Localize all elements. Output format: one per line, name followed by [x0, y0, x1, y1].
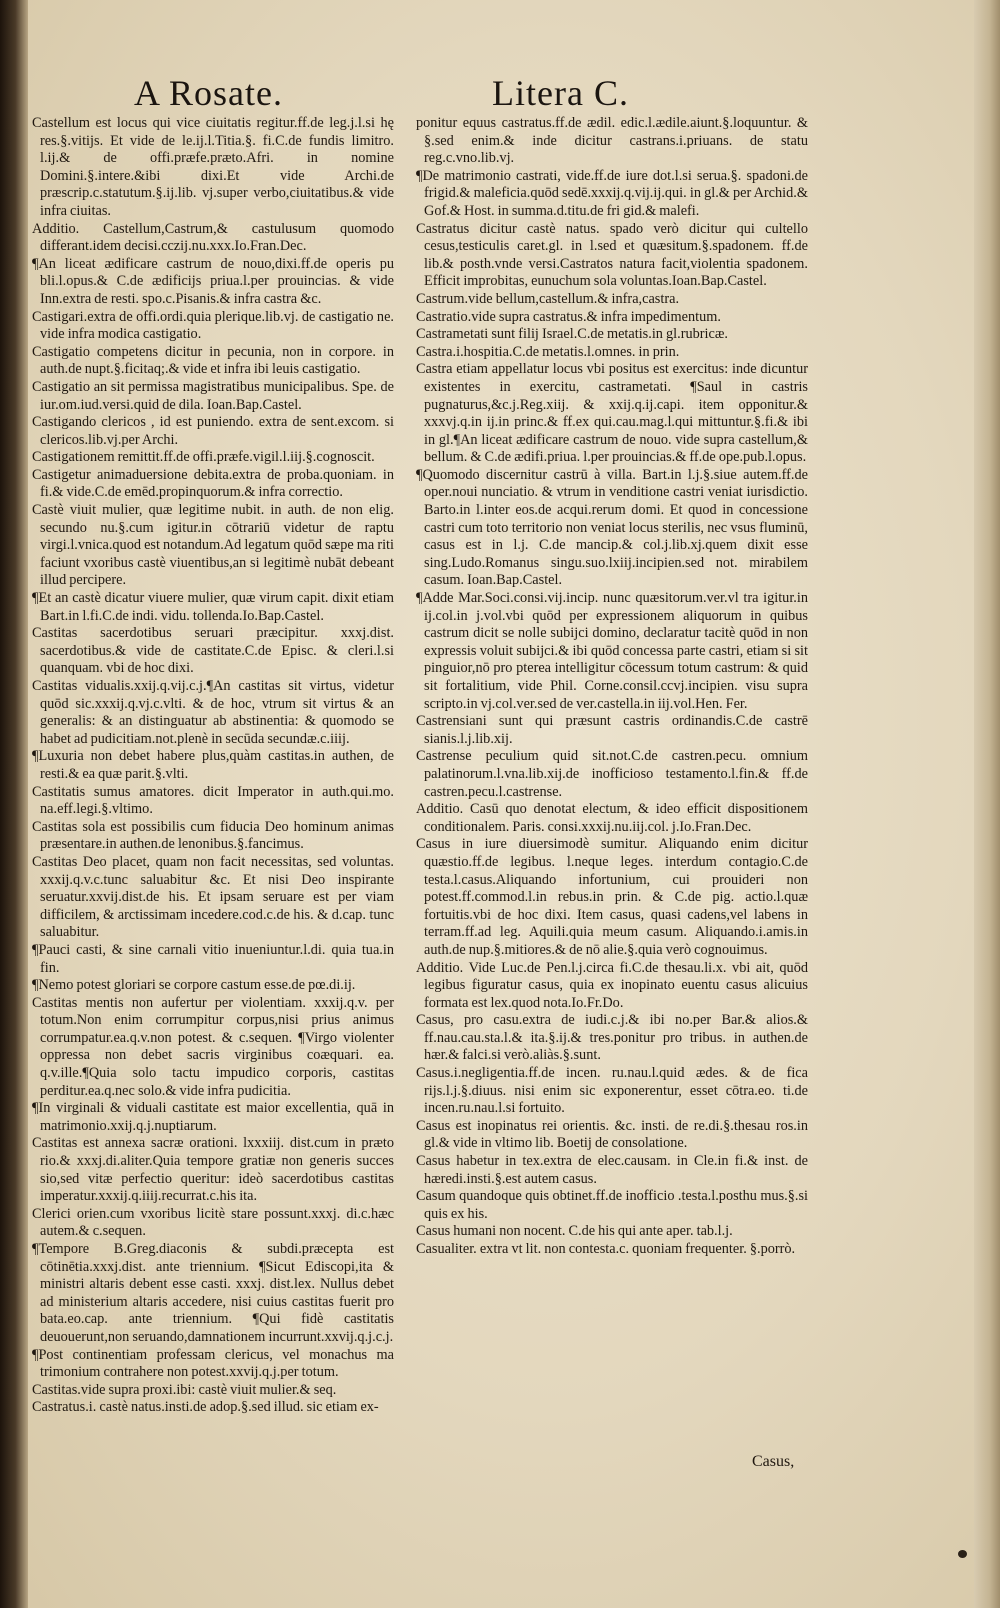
- index-entry: ¶Pauci casti, & sine carnali vitio inueniuntur.l.di. quia tua.in fin.: [32, 941, 394, 976]
- index-entry: Castitatis sumus amatores. dicit Imperator in auth.qui.mo. na.eff.legi.§.vltimo.: [32, 783, 394, 818]
- index-entry: Castratus.i. castè natus.insti.de adop.§.sed illud. sic etiam ex-: [32, 1399, 379, 1416]
- index-entry: Castigationem remittit.ff.de offi.præfe.vigil.l.iij.§.cognoscit.: [32, 449, 375, 466]
- index-entry: Casus humani non nocent. C.de his qui ante aper. tab.l.j.: [416, 1223, 733, 1240]
- catchword: Casus,: [752, 1453, 795, 1470]
- index-entry: ¶Tempore B.Greg.diaconis & subdi.præcepta est cōtinētia.xxxj.dist. ante triennium. ¶Sicut Ediscopi,ita & ministri altaris debent esse casti. xxxj. dist.lex. Nullus debet ad ministerium altaris accedere, nisi cuius castitas fuerit pro bata.eo.cap. ante triennium. ¶Qui fidè castitatis deuouerunt,non seruando,damnationem incurrunt.xxvij.q.j.c.j.: [32, 1241, 394, 1345]
- index-entry: Castigando clericos , id est puniendo. extra de sent.excom. si clericos.lib.vj.per Archi.: [32, 414, 394, 448]
- index-entry: ponitur equus castratus.ff.de ædil. edic.l.ædile.aiunt.§.loquuntur. & §.sed enim.& inde dicitur castrans.i.priuans. de statu reg.c.vno.lib.vj.: [416, 115, 808, 167]
- ink-dot: [958, 1550, 967, 1558]
- index-entry: ¶In virginali & viduali castitate est maior excellentia, quā in matrimonio.xxij.q.j.nuptiarum.: [32, 1100, 394, 1134]
- index-entry: Castrense peculium quid sit.not.C.de castren.pecu. omnium palatinorum.l.vna.lib.xij.de inofficioso testamento.l.fin.& ff.de castren.pecu.l.castrense.: [416, 748, 808, 800]
- index-entry: ¶Et an castè dicatur viuere mulier, quæ virum capit. dixit etiam Bart.in l.fi.C.de indi. vidu. tollenda.Io.Bap.Castel.: [32, 590, 394, 624]
- index-entry: Castra etiam appellatur locus vbi positus est exercitus: inde dicuntur existentes in exercitu, castrametati. ¶Saul in castris pugnaturus,&c.j.Reg.xiij. & xxij.q.ij.capi. item opponitur.& xxxvj.q.in ij.in princ.& ff.ex qui.cau.mag.l.qui mittuntur.§.fi.& ibi in gl.¶An liceat ædificare castrum de nouo. vide supra castellum,& bellum. & C.de ædifi.priua. l.per prouincias.& ff.de ope.pub.l.opus.: [416, 361, 808, 466]
- index-entry: Castitas.vide supra proxi.ibi: castè viuit mulier.& seq.: [32, 1381, 337, 1398]
- index-entry: ¶De matrimonio castrati, vide.ff.de iure dot.l.si serua.§. spadoni.de frigid.& maleficia.quōd sedē.xxxij.q.vij.ij.qui. in gl.& per Archid.& Gof.& Host. in summa.d.titu.de fri gid.& malefi.: [416, 167, 808, 219]
- index-entry: ¶An liceat ædificare castrum de nouo,dixi.ff.de operis pu bli.l.opus.& C.de ædificijs priua.l.per prouincias. & vide Inn.extra de resti. spo.c.Pisanis.& infra castra &c.: [32, 255, 394, 307]
- index-entry: Castrum.vide bellum,castellum.& infra,castra.: [416, 290, 680, 307]
- index-entry: ¶Luxuria non debet habere plus,quàm castitas.in authen, de resti.& ea quæ parit.§.vlti.: [32, 748, 394, 782]
- running-head-left: A Rosate.: [134, 73, 283, 113]
- index-entry: Casus, pro casu.extra de iudi.c.j.& ibi no.per Bar.& alios.& ff.nau.cau.sta.l.& ita.§.ij.& tres.ponitur pro tribus. in authen.de hær.& falci.si verò.aliàs.§.sunt.: [416, 1012, 808, 1064]
- index-entry: Castratus dicitur castè natus. spado verò dicitur qui cultello cesus,testiculis caret.gl. in l.sed et quæsitum.§.spadonem. ff.de lib.& posth.vnde versi.Castratos natura facit,violentia spadonem. Efficit improbitas, eunuchum sola voluntas.Ioan.Bap.Castel.: [416, 220, 808, 290]
- index-entry: ¶Quomodo discernitur castrū à villa. Bart.in l.j.§.siue autem.ff.de oper.noui nunciatio. & vtrum in venditione castri veniat iurisdictio. Barto.in l.inter eos.de acqui.rerum domi. Et quod in concessione castri cum toto territorio non veniat locus sterilis, nec vsus fluminū, casus est in l.j. C.de mancip.& col.j.lib.xj.quem dixit esse sing.Ludo.Romanus singu.suo.lxiij.incipien.sed not. mirabilem casum. Ioan.Bap.Castel.: [416, 466, 808, 589]
- index-entry: Castigatio an sit permissa magistratibus municipalibus. Spe. de iur.om.iud.versi.quid de dila. Ioan.Bap.Castel.: [32, 378, 394, 413]
- index-entry: Casum quandoque quis obtinet.ff.de inofficio .testa.l.posthu mus.§.si quis ex his.: [416, 1188, 808, 1222]
- index-entry: Castrametati sunt filij Israel.C.de metatis.in gl.rubricæ.: [416, 326, 728, 343]
- index-entry: Additio. Vide Luc.de Pen.l.j.circa fi.C.de thesau.li.x. vbi ait, quōd legibus figuratur casus, quia ex inopinato euentu casus alicuius formata est lex.quod nota.Io.Fr.Do.: [416, 959, 808, 1011]
- index-entry: Casus in iure diuersimodè sumitur. Aliquando enim dicitur quæstio.ff.de legibus. l.neque leges. interdum contagio.C.de testa.l.casus.Aliquando infortunium, cui prouideri non potest.ff.commod.l.in rebus.in prin. & C.de pig. actio.l.quæ fortuitis.vbi de hoc dixi. Item casus, quasi cadens,vel labens in terram.ff.ad leg. Aquili.quia meum casum. Aliquando.i.amis.in auth.de nup.§.mitiores.& de nō alie.§.quia verò cognouimus.: [416, 836, 808, 958]
- index-entry: Casus habetur in tex.extra de elec.causam. in Cle.in fi.& inst. de hæredi.insti.§.est autem casus.: [416, 1153, 808, 1187]
- index-entry: Additio. Casū quo denotat electum, & ideo efficit dispositionem conditionalem. Paris. consi.xxxij.nu.iij.col. j.Io.Fran.Dec.: [416, 801, 808, 835]
- index-entry: Castitas Deo placet, quam non facit necessitas, sed voluntas. xxxij.q.v.c.tunc saluabitur &c. Et nisi Deo inspirante seruatur.xxvij.dist.de his. Et ipsam seruare est per viam difficilem, & arctissimam incedere.cod.c.de his. & d.cap. tunc saluabitur.: [32, 853, 394, 941]
- index-entry: Castitas mentis non aufertur per violentiam. xxxij.q.v. per totum.Non enim corrumpitur corpus,nisi prius animus corrumpatur.ea.q.v.non potest. & c.sequen. ¶Virgo violenter oppressa non debet sacris virginibus coæquari. ea. q.v.ille.¶Quia solo tactu impudico corporis, castitas perditur.ea.q.nec solo.& vide infra pudicitia.: [32, 994, 394, 1099]
- index-entry: Clerici orien.cum vxoribus licitè stare possunt.xxxj. di.c.hæc autem.& c.sequen.: [32, 1205, 394, 1240]
- index-entry: Castrensiani sunt qui præsunt castris ordinandis.C.de castrē sianis.l.j.lib.xij.: [416, 713, 808, 747]
- right-column: [416, 115, 808, 1259]
- index-entry: Castitas est annexa sacræ orationi. lxxxiij. dist.cum in præto rio.& xxxj.di.aliter.Quia tempore gratiæ non generis succes sio,sed vitæ perfectio queritur: ideò sacerdotibus castitas imperatur.xxxij.q.iiij.recurrat.c.his ita.: [32, 1135, 394, 1205]
- index-entry: ¶Adde Mar.Soci.consi.vij.incip. nunc quæsitorum.ver.vl tra igitur.in ij.col.in j.vol.vbi quōd per expressionem aliquorum in quibus castrum dicit se nolle subijci domino, declaratur tacitè quōd in non expressis voluit subijci.& ibi quōd concessa parte castri, etiam si sit pinguior,nō pro pterea intelligitur cōcessum totum castrum: & quid sit fortalitium, vide Phil. Corne.consil.ccvj.incipien. visu supra scripto.in vj.col.ver.sed de ver.castella.in iij.vol.Hen. Fer.: [416, 590, 808, 712]
- index-entry: Casus est inopinatus rei orientis. &c. insti. de re.di.§.thesau ros.in gl.& vide in vltimo lib. Boetij de consolatione.: [416, 1117, 808, 1152]
- index-entry: Castigari.extra de offi.ordi.quia plerique.lib.vj. de castigatio ne. vide infra modica castigatio.: [32, 308, 394, 343]
- index-entry: Castratio.vide supra castratus.& infra impedimentum.: [416, 308, 721, 325]
- index-entry: Casualiter. extra vt lit. non contesta.c. quoniam frequenter. §.porrò.: [416, 1241, 796, 1257]
- index-entry: ¶Post continentiam professam clericus, vel monachus ma trimonium contrahere non potest.xxvij.q.j.per totum.: [32, 1346, 394, 1381]
- index-entry: ¶Nemo potest gloriari se corpore castum esse.de pœ.di.ij.: [32, 977, 356, 994]
- index-entry: Additio. Castellum,Castrum,& castulusum quomodo differant.idem decisi.cczij.nu.xxx.Io.Fran.Dec.: [32, 220, 394, 255]
- index-entry: Castitas vidualis.xxij.q.vij.c.j.¶An castitas sit virtus, videtur quōd sic.xxxij.q.vj.c.vlti. & de hoc, vtrum sit virtus & an generalis: & an distinguatur ab abstinentia: & quomodo se habet ad pudicitiam.not.plenè in secūda secundæ.c.iiij.: [32, 678, 394, 747]
- index-entry: Castigetur animaduersione debita.extra de proba.quoniam. in fi.& vide.C.de emēd.propinquorum.& infra correctio.: [32, 466, 394, 501]
- index-entry: Castitas sola est possibilis cum fiducia Deo hominum animas præsentare.in authen.de lenonibus.§.fancimus.: [32, 818, 394, 853]
- index-entry: Casus.i.negligentia.ff.de incen. ru.nau.l.quid ædes. & de fica rijs.l.j.§.diuus. nisi enim sic exponerentur, esset cōtra.eo. ti.de incen.ru.nau.l.si fortuito.: [416, 1065, 808, 1117]
- index-entry: Castellum est locus qui vice ciuitatis regitur.ff.de leg.j.l.si hę res.§.vitijs. Et vide de le.ij.l.Titia.§. fi.C.de fundis limitro. l.ij.& de offi.præfe.præto.Afri. in nomine Domini.§.intere.&ibi dixi.Et vide Archi.de præscrip.c.statutum.§.ij.lib. vj.super verbo,ciuitatibus.& vide infra ciuitas.: [32, 115, 394, 219]
- index-entry: Castra.i.hospitia.C.de metatis.l.omnes. in prin.: [416, 343, 680, 360]
- index-entry: Castitas sacerdotibus seruari præcipitur. xxxj.dist. sacerdotibus.& vide de castitate.C.de Episc. & cleri.l.si quanquam. vbi de hoc dixi.: [32, 625, 394, 677]
- index-entry: Castè viuit mulier, quæ legitime nubit. in auth. de non elig. secundo nu.§.cum igitur.in cōtrariū videtur de raptu virgi.l.vnica.quod est notandum.Ad legatum quōd sæpe ma riti faciunt vxoribus castè viuentibus,an si legitimè nubāt debeant illud percipere.: [32, 502, 395, 589]
- running-head-right: Litera C.: [492, 73, 629, 113]
- left-column: [32, 115, 394, 1417]
- index-entry: Castigatio competens dicitur in pecunia, non in corpore. in auth.de nupt.§.ficitaq;.& vide et infra ibi leuis castigatio.: [32, 343, 394, 378]
